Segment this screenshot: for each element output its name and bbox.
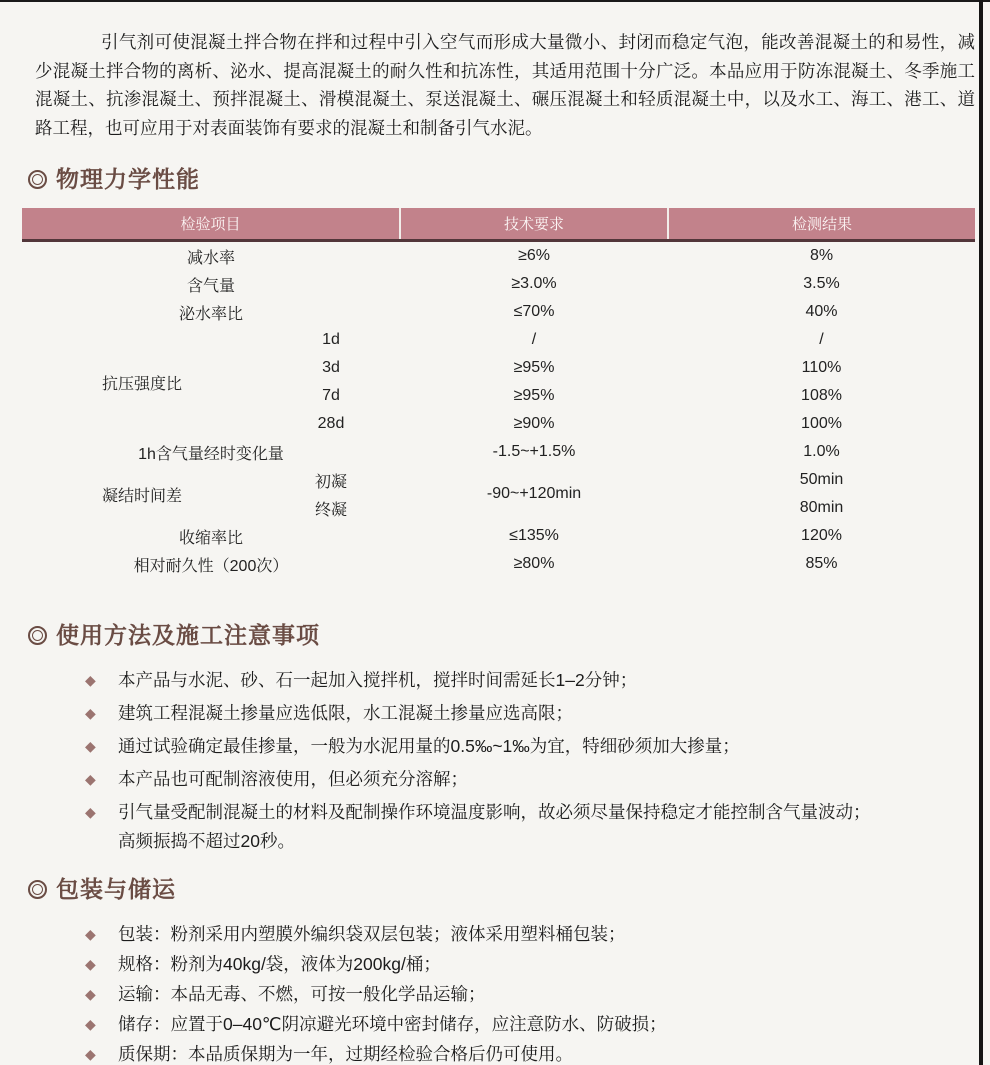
diamond-bullet-icon: ◆ [85, 673, 96, 689]
note-text: 储存：应置于0–40℃阴凉避光环境中密封储存，应注意防水、防破损； [118, 1014, 667, 1034]
table-row [22, 241, 975, 271]
cell-item: 收缩率比 [179, 529, 244, 547]
list-item [85, 666, 970, 695]
section-heading-physical [28, 164, 990, 194]
cell-sub-item: 初凝 [315, 473, 348, 491]
table-row [22, 270, 975, 298]
cell-item-group: 凝结时间差 [101, 487, 182, 505]
cell-requirement: ≥90% [513, 415, 555, 432]
cell-result: 50min [799, 471, 844, 488]
usage-notes-list [0, 666, 990, 856]
cell-item-group: 抗压强度比 [101, 375, 182, 393]
note-text: 质保期：本品质保期为一年，过期经检验合格后仍可使用。 [118, 1044, 573, 1064]
cell-sub-item: 1d [322, 331, 340, 348]
list-item [85, 1010, 970, 1039]
diamond-bullet-icon: ◆ [85, 927, 96, 943]
cell-requirement: / [531, 331, 537, 348]
cell-requirement: ≥6% [518, 247, 550, 264]
cell-requirement: -90~+120min [486, 485, 582, 502]
cell-requirement: ≥3.0% [511, 275, 557, 292]
cell-requirement: ≥95% [513, 387, 555, 404]
table-row [22, 522, 975, 550]
section-heading-usage [28, 620, 990, 650]
cell-result: 85% [805, 555, 838, 572]
column-header-result: 检测结果 [668, 208, 975, 241]
list-item-clipped [85, 1040, 970, 1065]
cell-result: 120% [801, 527, 842, 544]
column-header-requirement: 技术要求 [400, 208, 668, 241]
cell-result: 100% [801, 415, 842, 432]
note-text: 引气量受配制混凝土的材料及配制操作环境温度影响，故必须尽量保持稳定才能控制含气量波动； [118, 802, 871, 822]
diamond-bullet-icon: ◆ [85, 987, 96, 1003]
section-title: 物理力学性能 [56, 166, 200, 192]
cell-requirement: -1.5~+1.5% [492, 443, 576, 460]
table-row [22, 466, 975, 494]
cell-sub-item: 28d [317, 415, 345, 432]
cell-sub-item: 7d [322, 387, 340, 404]
intro-paragraph: 引气剂可使混凝土拌合物在拌和过程中引入空气而形成大量微小、封闭而稳定气泡，能改善混凝土的和易性，减少混凝土拌合物的离析、泌水、提高混凝土的耐久性和抗冻性，其适用范围十分广泛。本品应用于防冻混凝土、冬季施工混凝土、抗渗混凝土、预拌混凝土、滑模混凝土、泵送混凝土、碾压混凝土和轻质混凝土中，以及水工、海工、港工、道路工程，也可应用于对表面装饰有要求的混凝土和制备引气水泥。 [35, 32, 975, 138]
diamond-bullet-icon: ◆ [85, 805, 96, 821]
note-text: 运输：本品无毒、不燃，可按一般化学品运输； [118, 984, 486, 1004]
diamond-bullet-icon: ◆ [85, 957, 96, 973]
list-item [85, 950, 970, 979]
double-circle-icon [28, 880, 47, 899]
section-title: 使用方法及施工注意事项 [56, 622, 320, 648]
cell-requirement: ≤70% [513, 303, 555, 320]
table-row [22, 298, 975, 326]
cell-requirement: ≥80% [513, 555, 555, 572]
cell-result: 3.5% [803, 275, 840, 292]
list-item [85, 798, 970, 856]
cell-result: 110% [801, 359, 842, 376]
cell-result: 8% [809, 247, 834, 264]
cell-result: 108% [801, 387, 842, 404]
packaging-notes-list [0, 920, 990, 1065]
diamond-bullet-icon: ◆ [85, 739, 96, 755]
diamond-bullet-icon: ◆ [85, 1047, 96, 1063]
note-text: 包装：粉剂采用内塑膜外编织袋双层包装；液体采用塑料桶包装； [118, 924, 626, 944]
cell-sub-item: 终凝 [315, 501, 348, 519]
note-text: 本产品与水泥、砂、石一起加入搅拌机，搅拌时间需延长1–2分钟； [118, 670, 638, 690]
note-text: 本产品也可配制溶液使用，但必须充分溶解； [118, 769, 468, 789]
diamond-bullet-icon: ◆ [85, 1017, 96, 1033]
note-text: 通过试验确定最佳掺量，一般为水泥用量的0.5‰~1‰为宜，特细砂须加大掺量； [118, 736, 740, 756]
right-scan-edge-rule [979, 0, 983, 1065]
cell-requirement: ≤135% [509, 527, 559, 544]
cell-requirement: ≥95% [513, 359, 555, 376]
diamond-bullet-icon: ◆ [85, 772, 96, 788]
cell-item: 泌水率比 [179, 305, 244, 323]
column-header-item: 检验项目 [22, 208, 400, 241]
list-item [85, 699, 970, 728]
cell-item: 相对耐久性（200次） [133, 557, 289, 575]
note-text: 规格：粉剂为40kg/袋，液体为200kg/桶； [118, 954, 441, 974]
table-row [22, 438, 975, 466]
section-heading-packaging [28, 874, 990, 904]
cell-sub-item: 3d [322, 359, 340, 376]
diamond-bullet-icon: ◆ [85, 706, 96, 722]
double-circle-icon [28, 626, 47, 645]
top-scan-edge-rule [0, 0, 990, 2]
cell-result: / [819, 331, 824, 348]
cell-result: 80min [799, 499, 844, 516]
section-title: 包装与储运 [56, 876, 176, 902]
list-item [85, 920, 970, 949]
cell-item: 减水率 [187, 249, 236, 267]
cell-item: 1h含气量经时变化量 [138, 445, 284, 463]
list-item [85, 732, 970, 761]
table-header-row [22, 208, 975, 241]
table-row [22, 326, 975, 354]
performance-table [22, 208, 975, 578]
cell-result: 40% [805, 303, 838, 320]
note-text: 建筑工程混凝土掺量应选低限，水工混凝土掺量应选高限； [118, 703, 573, 723]
double-circle-icon [28, 170, 47, 189]
cell-result: 1.0% [803, 443, 840, 460]
cell-item: 含气量 [187, 277, 236, 295]
list-item [85, 980, 970, 1009]
note-text-continuation: 高频振捣不超过20秒。 [118, 831, 295, 851]
table-row [22, 550, 975, 578]
list-item [85, 765, 970, 794]
